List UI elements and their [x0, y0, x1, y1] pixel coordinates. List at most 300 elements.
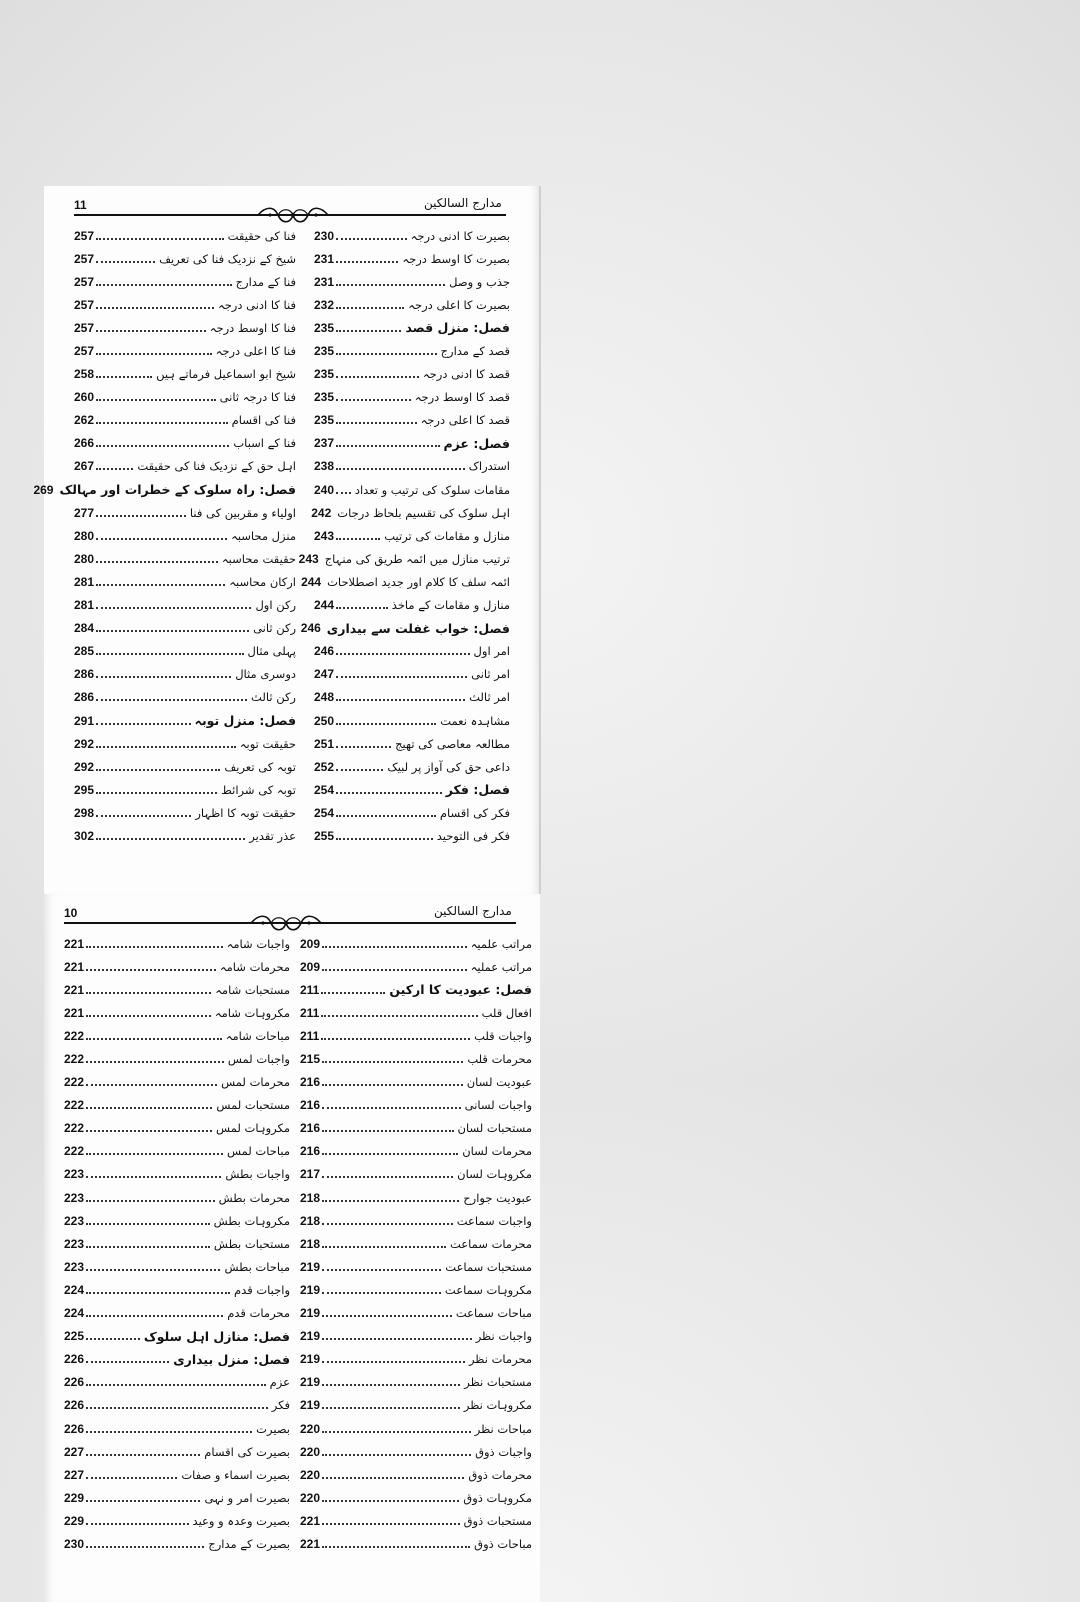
toc-entry-title: توبہ کی تعریف [224, 759, 296, 774]
toc-entry [74, 778, 296, 801]
toc-entry [74, 293, 296, 316]
toc-entry-title: محرمات ذوق [468, 1467, 532, 1482]
toc-entry-title: واجبات لسانی [464, 1098, 532, 1113]
toc-entry-page: 222 [64, 1098, 85, 1113]
dot-leader [86, 1315, 223, 1317]
toc-entry-page: 267 [74, 459, 95, 474]
toc-entry [64, 1117, 290, 1140]
toc-entry-page: 216 [300, 1121, 321, 1136]
toc-entry-title: بصیرت اسماء و صفات [181, 1467, 290, 1482]
dot-leader [336, 468, 465, 470]
toc-entry-title: مکروہات نظر [463, 1398, 532, 1413]
toc-entry [300, 1325, 532, 1348]
dot-leader [336, 769, 383, 771]
toc-entry-page: 257 [74, 274, 95, 289]
toc-entry [314, 732, 510, 755]
toc-entry-page: 286 [74, 690, 95, 705]
toc-entry-title: فکر فی التوحید [436, 828, 510, 843]
toc-entry-title: فنا کا ادنی درجہ [217, 297, 296, 312]
dot-leader [96, 630, 249, 632]
dot-leader [322, 1130, 453, 1132]
toc-entry-title: واجبات شامہ [226, 936, 290, 951]
toc-entry-title: محرمات لسان [462, 1144, 532, 1159]
toc-entry [300, 1509, 532, 1532]
toc-entry [74, 316, 296, 339]
toc-entry-page: 232 [314, 297, 335, 312]
toc-entry-page: 255 [314, 828, 335, 843]
dot-leader [322, 1384, 460, 1386]
toc-entry-page: 281 [74, 598, 95, 613]
toc-entry-page: 209 [300, 959, 321, 974]
dot-leader [322, 946, 467, 948]
toc-entry-page: 222 [64, 1121, 85, 1136]
toc-entry-title: مباحات بطش [224, 1259, 290, 1274]
toc-entry [64, 1417, 290, 1440]
dot-leader [322, 1523, 460, 1525]
toc-entry [300, 1024, 532, 1047]
toc-entry-page: 222 [64, 1075, 85, 1090]
dot-leader [96, 261, 155, 263]
toc-entry-page: 235 [314, 413, 335, 428]
toc-entry-title: مباحات سماعت [455, 1306, 532, 1321]
toc-entry-title: عبودیت جوارح [463, 1190, 532, 1205]
dot-leader [336, 261, 398, 263]
toc-entry-page: 242 [311, 505, 332, 520]
toc-entry [64, 1024, 290, 1047]
toc-entry [74, 663, 296, 686]
toc-entry-title: واجبات قدم [234, 1282, 290, 1297]
page-number: 11 [74, 198, 87, 212]
toc-entry-title: فکر کی اقسام [439, 805, 510, 820]
toc-entry [74, 524, 296, 547]
toc-entry-page: 223 [64, 1213, 85, 1228]
toc-entry [314, 640, 510, 663]
toc-entry-page: 224 [64, 1306, 85, 1321]
toc-entry-title: واجبات بطش [225, 1167, 290, 1182]
toc-entry [64, 1463, 290, 1486]
toc-entry [74, 432, 296, 455]
toc-entry-page: 302 [74, 828, 95, 843]
toc-entry-title: دوسری مثال [235, 667, 296, 682]
dot-leader [96, 746, 236, 748]
toc-entry-title: مستحبات بطش [213, 1236, 290, 1251]
toc-entry-page: 225 [64, 1329, 85, 1344]
toc-entry-title: مقامات سلوک کی ترتیب و تعداد [354, 482, 510, 497]
toc-entry-title: فصل: عبودیت کا ارکین [389, 982, 532, 998]
toc-entry [300, 978, 532, 1001]
dot-leader [96, 815, 191, 817]
toc-entry-title: مکروہات سماعت [444, 1282, 532, 1297]
toc-entry-title: مباحات نظر [474, 1421, 532, 1436]
toc-entry-title: محرمات قلب [467, 1052, 532, 1067]
dot-leader [336, 746, 391, 748]
toc-entry-title: امر اول [473, 644, 510, 659]
toc-entry-page: 262 [74, 413, 95, 428]
toc-entry-title: مکروہات لسان [457, 1167, 532, 1182]
toc-entry-title: مستحبات شامہ [215, 982, 290, 997]
toc-entry-page: 219 [300, 1282, 321, 1297]
toc-entry-title: پہلی مثال [247, 644, 296, 659]
toc-entry-page: 223 [64, 1259, 85, 1274]
toc-entry-page: 219 [300, 1259, 321, 1274]
dot-leader [96, 422, 228, 424]
toc-entry-page: 221 [64, 959, 85, 974]
toc-entry-title: فنا کے مدارج [235, 274, 296, 289]
toc-entry-page: 219 [300, 1375, 321, 1390]
dot-leader [86, 1407, 268, 1409]
toc-entry [64, 1532, 290, 1555]
toc-entry [314, 247, 510, 270]
dot-leader [96, 307, 214, 309]
dot-leader [86, 1500, 200, 1502]
toc-entry-title: فصل: فکر [445, 782, 510, 798]
toc-entry-page: 209 [300, 936, 321, 951]
toc-entry-page: 222 [64, 1052, 85, 1067]
toc-entry [314, 686, 510, 709]
toc-entry [300, 1186, 532, 1209]
toc-entry-page: 223 [64, 1236, 85, 1251]
toc-entry [314, 455, 510, 478]
toc-entry-title: بصیرت کا ادنی درجہ [410, 228, 510, 243]
toc-entry-page: 281 [74, 574, 95, 589]
toc-entry-page: 286 [74, 667, 95, 682]
toc-entry-page: 221 [64, 936, 85, 951]
toc-entry-page: 277 [74, 505, 95, 520]
dot-leader [336, 676, 467, 678]
toc-entry [74, 732, 296, 755]
book-gutter [539, 186, 541, 894]
dot-leader [321, 1015, 477, 1017]
header-rule [74, 214, 506, 216]
toc-entry-page: 250 [314, 713, 335, 728]
toc-entry [300, 1371, 532, 1394]
dot-leader [96, 445, 229, 447]
toc-entry [74, 386, 296, 409]
toc-entry [300, 1463, 532, 1486]
toc-entry [33, 478, 296, 501]
dot-leader [86, 1107, 212, 1109]
toc-entry-title: مباحات شامہ [225, 1028, 290, 1043]
dot-leader [322, 1338, 472, 1340]
toc-entry [300, 932, 532, 955]
toc-entry-title: منزل محاسبہ [231, 528, 296, 543]
dot-leader [86, 1153, 223, 1155]
toc-entry [300, 1278, 532, 1301]
toc-entry [300, 1532, 532, 1555]
toc-entry [314, 824, 510, 847]
running-head: مدارج السالکین [434, 904, 512, 918]
dot-leader [321, 1038, 470, 1040]
toc-entry-title: منازل و مقامات کے ماخذ [391, 598, 510, 613]
dot-leader [321, 992, 385, 994]
toc-entry-page: 254 [314, 782, 335, 797]
toc-entry-page: 247 [314, 667, 335, 682]
dot-leader [322, 1315, 452, 1317]
toc-entry-title: فصل: منزل توبہ [194, 713, 296, 729]
toc-entry-page: 243 [298, 551, 319, 566]
toc-entry-title: منازل و مقامات کی ترتیب [384, 528, 510, 543]
toc-entry-title: مکروہات لمس [216, 1121, 290, 1136]
dot-leader [336, 284, 445, 286]
toc-entry-title: مکروہات شامہ [214, 1005, 290, 1020]
dot-leader [322, 1269, 441, 1271]
dot-leader [336, 607, 388, 609]
dot-leader [86, 1361, 169, 1363]
dot-leader [86, 1546, 204, 1548]
dot-leader [336, 353, 437, 355]
toc-entry-title: رکن اول [255, 598, 296, 613]
toc-entry-page: 284 [74, 621, 95, 636]
toc-entry [64, 955, 290, 978]
toc-entry [314, 270, 510, 293]
toc-entry-page: 211 [300, 982, 320, 997]
dot-leader [96, 561, 218, 563]
dot-leader [96, 607, 251, 609]
toc-entry [64, 1348, 290, 1371]
toc-entry-page: 215 [300, 1052, 321, 1067]
toc-entry-title: فصل: منازل اہل سلوک [143, 1328, 290, 1344]
dot-leader [86, 969, 216, 971]
toc-entry [314, 801, 510, 824]
toc-entry-title: محرمات قدم [227, 1306, 290, 1321]
toc-entry-title: مشاہدہ نعمت [440, 713, 510, 728]
toc-entry-title: محرمات نظر [468, 1352, 532, 1367]
toc-entry-title: فنا کا اعلی درجہ [215, 344, 296, 359]
dot-leader [322, 1084, 463, 1086]
left-page [33, 186, 540, 894]
toc-entry-page: 237 [314, 436, 335, 451]
toc-entry-page: 219 [300, 1329, 321, 1344]
toc-entry-title: استدراک [468, 459, 510, 474]
toc-entry [300, 1209, 532, 1232]
toc-entry-title: قصد کے مدارج [440, 344, 510, 359]
toc-entry-page: 227 [64, 1467, 85, 1482]
dot-leader [96, 699, 247, 701]
toc-entry-page: 229 [64, 1490, 85, 1505]
toc-entry [300, 1348, 532, 1371]
toc-entry [300, 955, 532, 978]
toc-entry [64, 1440, 290, 1463]
toc-column-left [33, 224, 296, 848]
toc-entry-title: محرمات شامہ [219, 959, 290, 974]
dot-leader [96, 399, 216, 401]
toc-entry [300, 1232, 532, 1255]
toc-entry-page: 220 [300, 1467, 321, 1482]
dot-leader [322, 1546, 470, 1548]
toc-entry [74, 801, 296, 824]
toc-entry [300, 1071, 532, 1094]
toc-entry-title: توبہ کی شرائط [221, 782, 296, 797]
toc-entry-title: فصل: منزل بیداری [173, 1351, 290, 1367]
toc-entry-title: ارکان محاسبہ [229, 574, 296, 589]
toc-entry-title: فکر [271, 1398, 290, 1413]
toc-entry-title: مباحات لمس [226, 1144, 290, 1159]
dot-leader [336, 815, 436, 817]
dot-leader [86, 1084, 217, 1086]
toc-entry [64, 1371, 290, 1394]
toc-entry-page: 260 [74, 390, 95, 405]
dot-leader [96, 538, 227, 540]
toc-entry-page: 216 [300, 1144, 321, 1159]
toc-entry-page: 252 [314, 759, 335, 774]
toc-entry-page: 211 [300, 1005, 320, 1020]
toc-entry-page: 258 [74, 367, 95, 382]
toc-entry [64, 1047, 290, 1070]
toc-entry-page: 240 [314, 482, 335, 497]
toc-entry [64, 1509, 290, 1532]
dot-leader [96, 468, 133, 470]
dot-leader [322, 1500, 459, 1502]
dot-leader [86, 1015, 211, 1017]
toc-entry-title: عذر تقدیر [249, 828, 296, 843]
toc-entry-page: 221 [300, 1536, 321, 1551]
toc-entry [300, 617, 510, 640]
toc-entry-title: مستحبات ذوق [463, 1513, 532, 1528]
toc-entry [74, 224, 296, 247]
dot-leader [96, 653, 243, 655]
toc-entry-page: 218 [300, 1236, 321, 1251]
dot-leader [336, 538, 380, 540]
dot-leader [96, 330, 206, 332]
dot-leader [322, 1200, 459, 1202]
toc-entry-page: 220 [300, 1421, 321, 1436]
dot-leader [86, 1246, 210, 1248]
toc-entry-page: 292 [74, 736, 95, 751]
toc-entry-page: 227 [64, 1444, 85, 1459]
dot-leader [96, 515, 186, 517]
toc-entry [314, 224, 510, 247]
toc-entry-title: قصد کا اعلی درجہ [420, 413, 510, 428]
toc-entry-page: 257 [74, 251, 95, 266]
dot-leader [336, 422, 417, 424]
toc-entry [314, 339, 510, 362]
dot-leader [322, 1246, 446, 1248]
toc-entry-page: 226 [64, 1421, 85, 1436]
toc-entry [300, 1394, 532, 1417]
toc-entry-page: 238 [314, 459, 335, 474]
right-page [44, 894, 540, 1602]
toc-entry [300, 1486, 532, 1509]
toc-entry [300, 1117, 532, 1140]
toc-entry-page: 211 [300, 1028, 320, 1043]
toc-entry-title: مستحبات لمس [216, 1098, 290, 1113]
toc-entry-title: ائمہ سلف کا کلام اور جدید اصطلاحات [327, 574, 510, 589]
dot-leader [322, 1477, 464, 1479]
toc-entry-title: مکروہات بطش [213, 1213, 290, 1228]
toc-entry-page: 257 [74, 320, 95, 335]
toc-entry [300, 1255, 532, 1278]
toc-entry-title: شیخ ابو اسماعیل فرماتے ہیں [156, 367, 296, 382]
toc-entry-page: 269 [33, 482, 54, 497]
toc-entry-title: عزم [269, 1375, 290, 1390]
toc-entry-title: جذب و وصل [449, 274, 510, 289]
toc-entry [64, 1255, 290, 1278]
toc-entry-page: 219 [300, 1398, 321, 1413]
toc-entry [314, 478, 510, 501]
toc-entry [74, 755, 296, 778]
toc-entry-page: 226 [64, 1398, 85, 1413]
dot-leader [86, 1176, 221, 1178]
dot-leader [96, 584, 225, 586]
toc-entry [314, 432, 510, 455]
toc-entry [314, 778, 510, 801]
toc-entry-title: واجبات قلب [474, 1028, 532, 1043]
dot-leader [86, 1269, 220, 1271]
dot-leader [336, 307, 404, 309]
dot-leader [322, 1292, 441, 1294]
dot-leader [86, 1523, 189, 1525]
toc-entry [300, 1163, 532, 1186]
toc-entry-title: فصل: خواب غفلت سے بیداری [326, 620, 510, 636]
toc-entry-page: 257 [74, 228, 95, 243]
dot-leader [336, 399, 411, 401]
toc-entry [64, 1278, 290, 1301]
dot-leader [336, 792, 442, 794]
toc-entry-title: واجبات لمس [227, 1052, 290, 1067]
dot-leader [86, 1130, 212, 1132]
toc-entry-title: مطالعہ معاصی کی تھیج [395, 736, 510, 751]
dot-leader [336, 330, 401, 332]
toc-entry-title: محرمات سماعت [449, 1236, 532, 1251]
toc-entry [74, 640, 296, 663]
dot-leader [322, 969, 467, 971]
toc-entry [64, 1140, 290, 1163]
toc-entry-title: اہل سلوک کی تقسیم بلحاظ درجات [337, 505, 510, 520]
toc-entry-page: 219 [300, 1352, 321, 1367]
toc-entry-title: مستحبات لسان [457, 1121, 532, 1136]
toc-entry [314, 316, 510, 339]
toc-entry-page: 251 [314, 736, 335, 751]
toc-entry [74, 363, 296, 386]
toc-entry [74, 594, 296, 617]
dot-leader [322, 1176, 453, 1178]
dot-leader [322, 1153, 458, 1155]
toc-entry-page: 216 [300, 1098, 321, 1113]
toc-entry-page: 280 [74, 551, 95, 566]
toc-entry-title: اولیاء و مقربین کی فنا [189, 505, 296, 520]
toc-entry-page: 231 [314, 274, 335, 289]
toc-entry-page: 244 [314, 598, 335, 613]
toc-entry-title: بصیرت وعدہ و وعید [192, 1513, 290, 1528]
toc-entry-page: 248 [314, 690, 335, 705]
toc-entry [74, 570, 296, 593]
toc-entry-title: فنا کی حقیقت [227, 228, 296, 243]
dot-leader [86, 1223, 210, 1225]
toc-entry-title: امر ثالث [469, 690, 510, 705]
toc-entry-page: 222 [64, 1028, 85, 1043]
toc-entry-page: 222 [64, 1144, 85, 1159]
toc-entry [74, 617, 296, 640]
dot-leader [322, 1454, 471, 1456]
toc-entry [74, 247, 296, 270]
dot-leader [96, 792, 217, 794]
toc-entry-page: 280 [74, 528, 95, 543]
dot-leader [96, 676, 231, 678]
toc-entry-title: حقیقت توبہ [239, 736, 296, 751]
toc-entry-title: رکن ثالث [251, 690, 296, 705]
dot-leader [86, 1200, 215, 1202]
toc-column-right [298, 224, 510, 848]
header-rule [64, 922, 516, 924]
toc-entry-page: 217 [300, 1167, 321, 1182]
toc-entry [64, 1186, 290, 1209]
dot-leader [86, 1061, 224, 1063]
dot-leader [322, 1361, 465, 1363]
dot-leader [336, 699, 465, 701]
dot-leader [86, 946, 223, 948]
toc-entry-title: واجبات سماعت [456, 1213, 532, 1228]
toc-entry-page: 219 [300, 1306, 321, 1321]
